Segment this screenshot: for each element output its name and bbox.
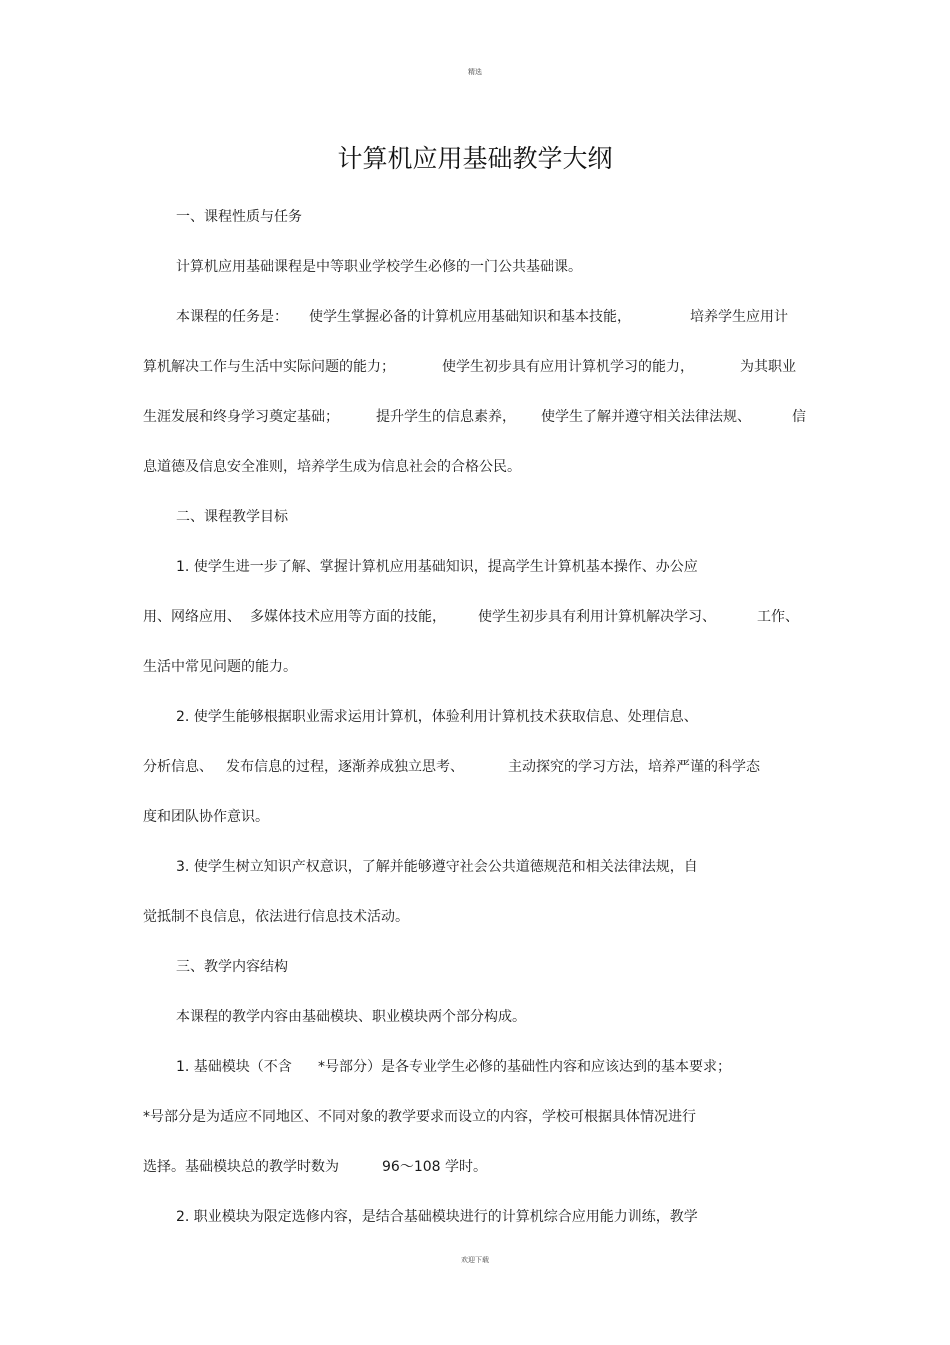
text-line-2-segment-1: 计算机应用基础课程是中等职业学校学生必修的一门公共基础课。 [176,259,582,275]
text-line-1-segment-1: 一、课程性质与任务 [176,209,302,225]
text-line-3-segment-1: 本课程的任务是： [176,309,288,325]
text-line-5-segment-3: 使学生了解并遵守相关法律法规、 [541,409,751,425]
text-line-20-segment-1: 选择。基础模块总的教学时数为 [143,1159,339,1175]
text-line-12-segment-3: 主动探究的学习方法，培养严谨的科学态 [508,759,760,775]
text-line-5-segment-1: 生涯发展和终身学习奠定基础； [143,409,339,425]
text-line-20-segment-2: 96～108 学时。 [382,1159,487,1175]
text-line-9-segment-4: 工作、 [757,609,799,625]
text-line-18-segment-1: 1. 基础模块（不含 [176,1059,292,1075]
text-line-3-segment-2: 使学生掌握必备的计算机应用基础知识和基本技能， [309,309,631,325]
text-line-4-segment-1: 算机解决工作与生活中实际问题的能力； [143,359,395,375]
text-line-12-segment-1: 分析信息、 [143,759,213,775]
page-header-mark: 精选 [468,68,482,76]
text-line-7-segment-1: 二、课程教学目标 [176,509,288,525]
text-line-4-segment-3: 为其职业 [740,359,796,375]
text-line-5-segment-4: 信 [792,409,806,425]
document-title: 计算机应用基础教学大纲 [337,144,613,173]
text-line-16-segment-1: 三、教学内容结构 [176,959,288,975]
text-line-18-segment-2: *号部分）是各专业学生必修的基础性内容和应该达到的基本要求； [318,1059,731,1075]
text-line-8-segment-1: 1. 使学生进一步了解、掌握计算机应用基础知识，提高学生计算机基本操作、办公应 [176,559,698,575]
text-line-14-segment-1: 3. 使学生树立知识产权意识，了解并能够遵守社会公共道德规范和相关法律法规，自 [176,859,698,875]
text-line-10-segment-1: 生活中常见问题的能力。 [143,659,297,675]
text-line-9-segment-2: 多媒体技术应用等方面的技能， [250,609,446,625]
text-line-11-segment-1: 2. 使学生能够根据职业需求运用计算机，体验利用计算机技术获取信息、处理信息、 [176,709,698,725]
text-line-6-segment-1: 息道德及信息安全准则，培养学生成为信息社会的合格公民。 [143,459,521,475]
text-line-9-segment-1: 用、网络应用、 [143,609,241,625]
text-line-9-segment-3: 使学生初步具有利用计算机解决学习、 [478,609,716,625]
text-line-17-segment-1: 本课程的教学内容由基础模块、职业模块两个部分构成。 [176,1009,526,1025]
text-line-19-segment-1: *号部分是为适应不同地区、不同对象的教学要求而设立的内容，学校可根据具体情况进行 [143,1109,696,1125]
page-footer-mark: 欢迎下载 [461,1256,489,1264]
text-line-21-segment-1: 2. 职业模块为限定选修内容，是结合基础模块进行的计算机综合应用能力训练，教学 [176,1209,698,1225]
text-line-12-segment-2: 发布信息的过程，逐渐养成独立思考、 [226,759,464,775]
text-line-15-segment-1: 觉抵制不良信息，依法进行信息技术活动。 [143,909,409,925]
text-line-5-segment-2: 提升学生的信息素养， [376,409,516,425]
text-line-3-segment-3: 培养学生应用计 [690,309,788,325]
text-line-4-segment-2: 使学生初步具有应用计算机学习的能力， [442,359,694,375]
text-line-13-segment-1: 度和团队协作意识。 [143,809,269,825]
